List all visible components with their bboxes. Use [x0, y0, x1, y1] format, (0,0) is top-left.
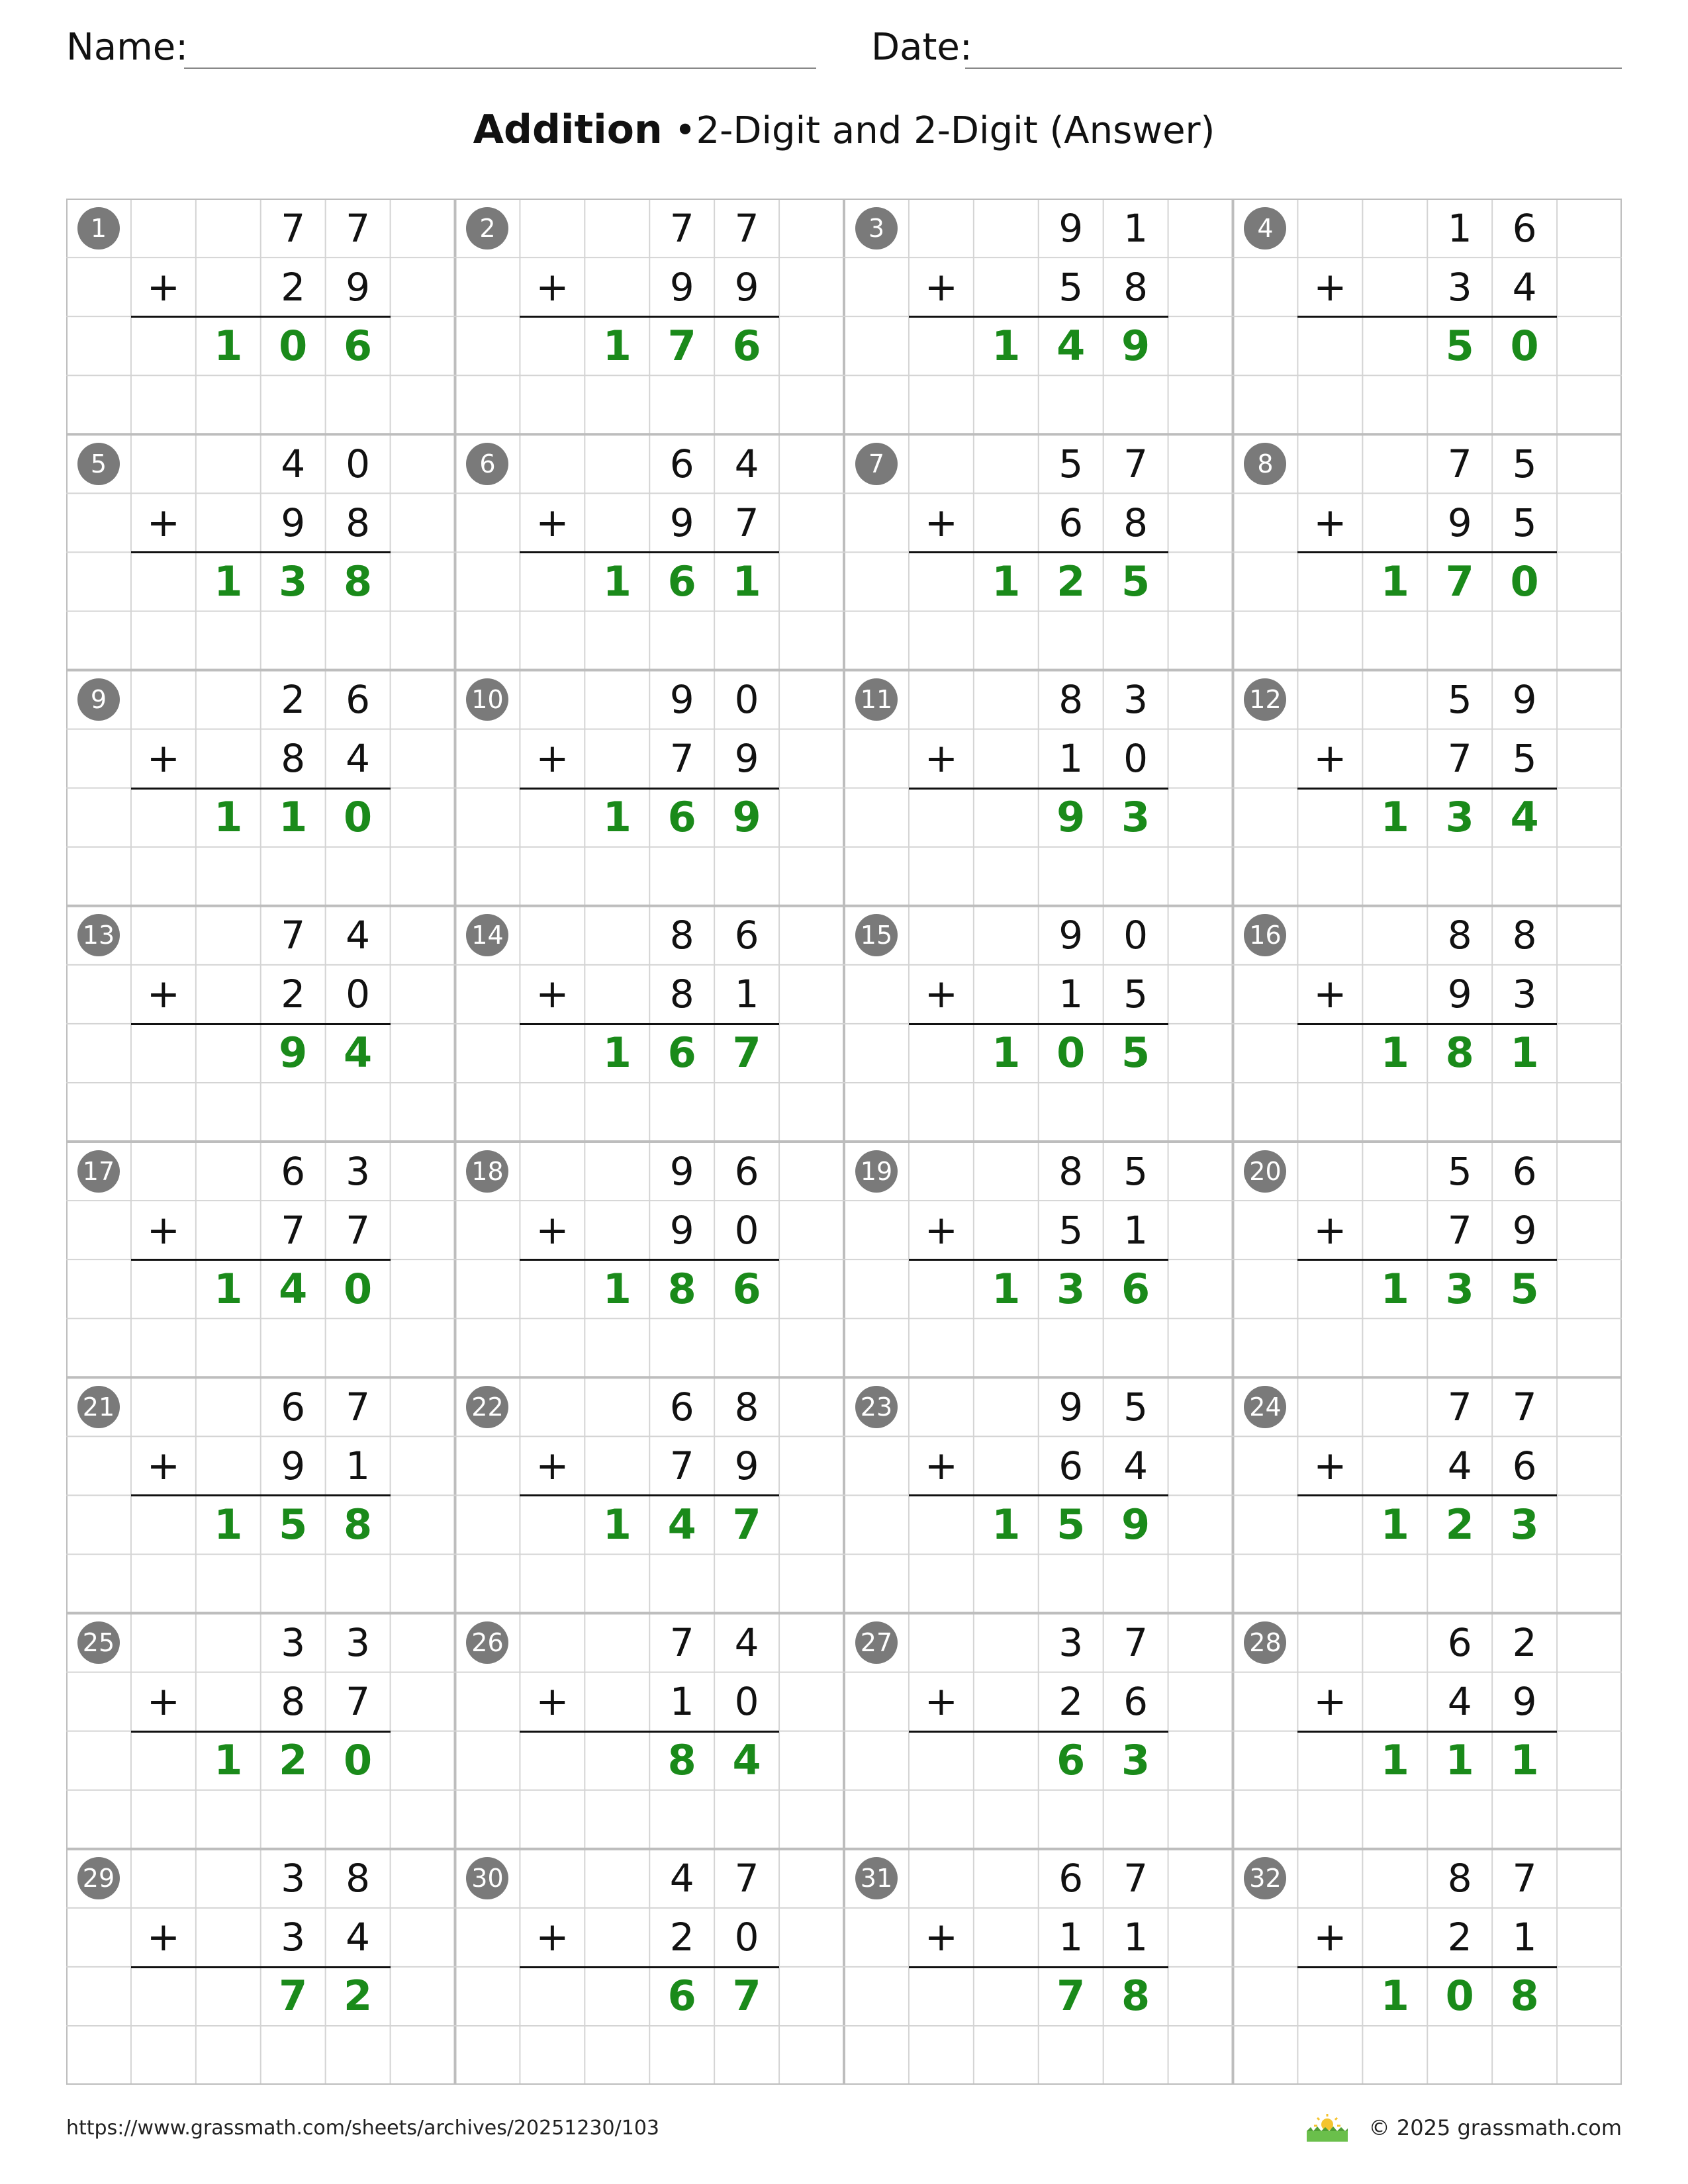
addend-top-digit: 7 — [346, 205, 371, 251]
problem-number-badge: 22 — [466, 1386, 508, 1428]
footer-credit — [1304, 2113, 1622, 2143]
answer-digit: 6 — [1056, 1736, 1086, 1785]
answer-digit: 4 — [732, 1736, 761, 1785]
addend-top-digit: 7 — [1447, 1384, 1472, 1430]
addend-top-digit: 7 — [1512, 1856, 1537, 1901]
answer-digit: 1 — [1380, 1264, 1409, 1313]
answer-digit: 2 — [279, 1736, 308, 1785]
addend-top-digit: 7 — [1123, 441, 1149, 486]
plus-sign: + — [1313, 1914, 1347, 1961]
answer-digit: 2 — [344, 1972, 373, 2021]
answer-digit: 1 — [214, 1264, 243, 1313]
answer-digit: 1 — [992, 1500, 1021, 1549]
answer-digit: 8 — [1121, 1972, 1150, 2021]
addend-bottom-digit: 7 — [346, 1679, 371, 1725]
plus-sign: + — [924, 1678, 958, 1725]
problem-number-badge: 8 — [1244, 443, 1286, 485]
answer-digit: 1 — [214, 1736, 243, 1785]
addend-top-digit: 5 — [1512, 441, 1537, 486]
problem-number-badge: 16 — [1244, 914, 1286, 956]
problem-number-badge: 25 — [77, 1621, 120, 1664]
plus-sign: + — [146, 1442, 180, 1489]
addend-bottom-digit: 6 — [1512, 1443, 1537, 1488]
addend-bottom-digit: 1 — [1058, 972, 1084, 1017]
answer-digit: 5 — [1445, 321, 1474, 370]
addend-bottom-digit: 7 — [1447, 736, 1472, 782]
answer-digit: 3 — [1510, 1500, 1539, 1549]
plus-sign: + — [1313, 499, 1347, 546]
answer-digit: 1 — [732, 557, 761, 606]
plus-sign: + — [536, 1206, 569, 1253]
addend-top-digit: 9 — [1512, 677, 1537, 723]
plus-sign: + — [924, 1914, 958, 1961]
addend-bottom-digit: 7 — [281, 1207, 306, 1253]
addend-bottom-digit: 1 — [1058, 736, 1084, 782]
answer-digit: 0 — [1056, 1028, 1086, 1077]
answer-digit: 1 — [1380, 1972, 1409, 2021]
answer-digit: 1 — [214, 793, 243, 842]
answer-digit: 3 — [1445, 793, 1474, 842]
answer-digit: 6 — [667, 1028, 696, 1077]
answer-digit: 9 — [732, 793, 761, 842]
answer-digit: 6 — [732, 321, 761, 370]
answer-digit: 1 — [602, 557, 632, 606]
date-label: Date: — [871, 26, 972, 69]
addend-top-digit: 7 — [1123, 1620, 1149, 1666]
answer-digit: 1 — [602, 1028, 632, 1077]
problem-grid — [66, 199, 1622, 2085]
problem-number-badge: 19 — [855, 1150, 898, 1193]
problem-number-badge: 14 — [466, 914, 508, 956]
answer-digit: 5 — [1510, 1264, 1539, 1313]
addend-bottom-digit: 5 — [1512, 736, 1537, 782]
addend-bottom-digit: 4 — [1447, 1679, 1472, 1725]
answer-digit: 0 — [1510, 557, 1539, 606]
name-line[interactable] — [184, 68, 816, 69]
answer-digit: 9 — [1121, 321, 1150, 370]
problem-number-badge: 26 — [466, 1621, 508, 1664]
addend-top-digit: 6 — [281, 1148, 306, 1194]
addend-bottom-digit: 2 — [281, 264, 306, 310]
footer-copyright: © 2025 grassmath.com — [1368, 2115, 1622, 2140]
addend-bottom-digit: 4 — [1123, 1443, 1149, 1488]
problem-number-badge: 18 — [466, 1150, 508, 1193]
plus-sign: + — [146, 1914, 180, 1961]
plus-sign: + — [146, 735, 180, 782]
plus-sign: + — [924, 735, 958, 782]
answer-digit: 5 — [1056, 1500, 1086, 1549]
addend-top-digit: 9 — [669, 677, 694, 723]
answer-digit: 7 — [667, 321, 696, 370]
addend-top-digit: 6 — [1447, 1620, 1472, 1666]
addend-top-digit: 8 — [1447, 1856, 1472, 1901]
answer-digit: 9 — [279, 1028, 308, 1077]
answer-digit: 0 — [1510, 321, 1539, 370]
addend-bottom-digit: 3 — [1512, 972, 1537, 1017]
answer-digit: 6 — [667, 793, 696, 842]
problem-number-badge: 9 — [77, 678, 120, 721]
addend-bottom-digit: 0 — [734, 1207, 759, 1253]
plus-sign: + — [536, 1442, 569, 1489]
plus-sign: + — [1313, 1442, 1347, 1489]
addend-bottom-digit: 5 — [1058, 1207, 1084, 1253]
addend-top-digit: 3 — [281, 1620, 306, 1666]
addend-bottom-digit: 6 — [1058, 1443, 1084, 1488]
answer-digit: 1 — [992, 321, 1021, 370]
addend-top-digit: 8 — [669, 913, 694, 958]
answer-digit: 3 — [1056, 1264, 1086, 1313]
answer-digit: 1 — [1445, 1736, 1474, 1785]
addend-bottom-digit: 7 — [669, 1443, 694, 1488]
answer-digit: 4 — [667, 1500, 696, 1549]
addend-top-digit: 7 — [1447, 441, 1472, 486]
answer-digit: 8 — [1445, 1028, 1474, 1077]
problem-number-badge: 24 — [1244, 1386, 1286, 1428]
addend-top-digit: 1 — [1447, 205, 1472, 251]
answer-digit: 2 — [1445, 1500, 1474, 1549]
problem-number-badge: 2 — [466, 207, 508, 250]
answer-digit: 1 — [214, 1500, 243, 1549]
answer-digit: 8 — [667, 1736, 696, 1785]
answer-digit: 3 — [1121, 1736, 1150, 1785]
plus-sign: + — [924, 971, 958, 1018]
addend-bottom-digit: 9 — [281, 500, 306, 545]
answer-digit: 7 — [1056, 1972, 1086, 2021]
answer-digit: 1 — [1380, 1736, 1409, 1785]
addend-bottom-digit: 7 — [669, 736, 694, 782]
answer-digit: 6 — [732, 1264, 761, 1313]
addend-bottom-digit: 9 — [1447, 500, 1472, 545]
addend-top-digit: 4 — [669, 1856, 694, 1901]
addend-top-digit: 6 — [734, 913, 759, 958]
answer-digit: 7 — [732, 1500, 761, 1549]
problem-number-badge: 17 — [77, 1150, 120, 1193]
answer-digit: 7 — [1445, 557, 1474, 606]
addend-top-digit: 3 — [346, 1620, 371, 1666]
answer-digit: 4 — [1510, 793, 1539, 842]
addend-bottom-digit: 8 — [1123, 500, 1149, 545]
addend-top-digit: 8 — [1512, 913, 1537, 958]
answer-digit: 1 — [1510, 1028, 1539, 1077]
answer-digit: 8 — [344, 557, 373, 606]
addend-bottom-digit: 1 — [346, 1443, 371, 1488]
addend-bottom-digit: 2 — [281, 972, 306, 1017]
addend-top-digit: 4 — [734, 1620, 759, 1666]
grass-sun-logo-icon — [1304, 2113, 1350, 2143]
addend-bottom-digit: 4 — [346, 1915, 371, 1960]
addend-bottom-digit: 9 — [1447, 972, 1472, 1017]
answer-digit: 4 — [279, 1264, 308, 1313]
answer-digit: 4 — [344, 1028, 373, 1077]
addend-top-digit: 6 — [281, 1384, 306, 1430]
addend-bottom-digit: 4 — [346, 736, 371, 782]
addend-top-digit: 0 — [734, 677, 759, 723]
answer-digit: 0 — [344, 1736, 373, 1785]
plus-sign: + — [924, 1442, 958, 1489]
addend-top-digit: 6 — [1512, 1148, 1537, 1194]
problem-number-badge: 15 — [855, 914, 898, 956]
answer-digit: 8 — [344, 1500, 373, 1549]
answer-digit: 1 — [1380, 557, 1409, 606]
title-bullet: • — [674, 109, 696, 152]
addend-bottom-digit: 7 — [1447, 1207, 1472, 1253]
addend-top-digit: 8 — [346, 1856, 371, 1901]
problem-number-badge: 12 — [1244, 678, 1286, 721]
problem-number-badge: 7 — [855, 443, 898, 485]
problem-number-badge: 28 — [1244, 1621, 1286, 1664]
answer-digit: 6 — [1121, 1264, 1150, 1313]
plus-sign: + — [146, 263, 180, 310]
addend-bottom-digit: 6 — [1123, 1679, 1149, 1725]
addend-bottom-digit: 2 — [1058, 1679, 1084, 1725]
answer-digit: 6 — [344, 321, 373, 370]
problem-number-badge: 5 — [77, 443, 120, 485]
plus-sign: + — [536, 263, 569, 310]
answer-digit: 7 — [732, 1972, 761, 2021]
plus-sign: + — [536, 1678, 569, 1725]
addend-bottom-digit: 8 — [1123, 264, 1149, 310]
addend-top-digit: 7 — [669, 1620, 694, 1666]
addend-top-digit: 7 — [734, 205, 759, 251]
addend-top-digit: 5 — [1058, 441, 1084, 486]
answer-digit: 0 — [1445, 1972, 1474, 2021]
addend-top-digit: 6 — [669, 1384, 694, 1430]
addend-top-digit: 6 — [669, 441, 694, 486]
addend-bottom-digit: 9 — [1512, 1679, 1537, 1725]
addend-top-digit: 8 — [1447, 913, 1472, 958]
addend-bottom-digit: 5 — [1058, 264, 1084, 310]
answer-digit: 8 — [1510, 1972, 1539, 2021]
addend-top-digit: 7 — [1512, 1384, 1537, 1430]
addend-top-digit: 3 — [281, 1856, 306, 1901]
addend-bottom-digit: 9 — [734, 736, 759, 782]
answer-digit: 9 — [1056, 793, 1086, 842]
answer-digit: 5 — [1121, 557, 1150, 606]
addend-top-digit: 9 — [1058, 205, 1084, 251]
addend-bottom-digit: 3 — [281, 1915, 306, 1960]
addend-top-digit: 9 — [1058, 1384, 1084, 1430]
addend-top-digit: 6 — [1058, 1856, 1084, 1901]
addend-top-digit: 7 — [346, 1384, 371, 1430]
answer-digit: 9 — [1121, 1500, 1150, 1549]
addend-bottom-digit: 9 — [1512, 1207, 1537, 1253]
answer-digit: 1 — [214, 321, 243, 370]
answer-digit: 0 — [344, 793, 373, 842]
answer-digit: 1 — [602, 321, 632, 370]
answer-digit: 1 — [279, 793, 308, 842]
footer-url: https://www.grassmath.com/sheets/archives/20251230/103 — [66, 2116, 660, 2140]
answer-digit: 1 — [992, 1028, 1021, 1077]
problem-number-badge: 27 — [855, 1621, 898, 1664]
answer-digit: 5 — [279, 1500, 308, 1549]
answer-digit: 4 — [1056, 321, 1086, 370]
plus-sign: + — [1313, 1678, 1347, 1725]
addend-bottom-digit: 1 — [1512, 1915, 1537, 1960]
addend-top-digit: 6 — [346, 677, 371, 723]
plus-sign: + — [1313, 1206, 1347, 1253]
answer-digit: 1 — [214, 557, 243, 606]
addend-bottom-digit: 5 — [1512, 500, 1537, 545]
plus-sign: + — [146, 1678, 180, 1725]
plus-sign: + — [1313, 263, 1347, 310]
problem-number-badge: 31 — [855, 1857, 898, 1899]
addend-bottom-digit: 6 — [1058, 500, 1084, 545]
addend-bottom-digit: 9 — [734, 1443, 759, 1488]
plus-sign: + — [536, 1914, 569, 1961]
plus-sign: + — [536, 971, 569, 1018]
addend-top-digit: 6 — [1512, 205, 1537, 251]
addend-bottom-digit: 9 — [669, 1207, 694, 1253]
problem-number-badge: 1 — [77, 207, 120, 250]
plus-sign: + — [924, 499, 958, 546]
addend-top-digit: 8 — [1058, 677, 1084, 723]
answer-digit: 1 — [1380, 1500, 1409, 1549]
addend-bottom-digit: 1 — [734, 972, 759, 1017]
answer-digit: 0 — [344, 1264, 373, 1313]
answer-digit: 8 — [667, 1264, 696, 1313]
answer-digit: 1 — [1510, 1736, 1539, 1785]
problem-number-badge: 23 — [855, 1386, 898, 1428]
answer-digit: 3 — [1121, 793, 1150, 842]
addend-bottom-digit: 9 — [346, 264, 371, 310]
addend-top-digit: 7 — [734, 1856, 759, 1901]
addend-top-digit: 0 — [1123, 913, 1149, 958]
addend-top-digit: 5 — [1447, 1148, 1472, 1194]
addend-top-digit: 9 — [669, 1148, 694, 1194]
answer-digit: 1 — [602, 793, 632, 842]
addend-bottom-digit: 8 — [669, 972, 694, 1017]
answer-digit: 1 — [992, 1264, 1021, 1313]
answer-digit: 5 — [1121, 1028, 1150, 1077]
problem-number-badge: 3 — [855, 207, 898, 250]
answer-digit: 3 — [279, 557, 308, 606]
addend-bottom-digit: 9 — [734, 264, 759, 310]
problem-number-badge: 20 — [1244, 1150, 1286, 1193]
addend-bottom-digit: 2 — [669, 1915, 694, 1960]
answer-digit: 3 — [1445, 1264, 1474, 1313]
plus-sign: + — [536, 499, 569, 546]
plus-sign: + — [146, 499, 180, 546]
addend-top-digit: 0 — [346, 441, 371, 486]
addend-bottom-digit: 8 — [346, 500, 371, 545]
addend-top-digit: 9 — [1058, 913, 1084, 958]
addend-top-digit: 2 — [1512, 1620, 1537, 1666]
problem-number-badge: 6 — [466, 443, 508, 485]
addend-top-digit: 2 — [281, 677, 306, 723]
addend-bottom-digit: 4 — [1447, 1443, 1472, 1488]
title-main: Addition — [473, 107, 663, 153]
addend-bottom-digit: 0 — [734, 1679, 759, 1725]
name-label: Name: — [66, 26, 189, 69]
plus-sign: + — [536, 735, 569, 782]
addend-top-digit: 7 — [669, 205, 694, 251]
worksheet-title — [0, 103, 1688, 158]
addend-top-digit: 8 — [734, 1384, 759, 1430]
title-sub: 2-Digit and 2-Digit (Answer) — [696, 109, 1215, 152]
answer-digit: 1 — [992, 557, 1021, 606]
addend-bottom-digit: 4 — [1512, 264, 1537, 310]
addend-bottom-digit: 7 — [734, 500, 759, 545]
answer-digit: 1 — [1380, 793, 1409, 842]
problem-number-badge: 29 — [77, 1857, 120, 1899]
addend-top-digit: 5 — [1123, 1384, 1149, 1430]
plus-sign: + — [924, 1206, 958, 1253]
problem-number-badge: 13 — [77, 914, 120, 956]
addend-bottom-digit: 9 — [281, 1443, 306, 1488]
addend-top-digit: 4 — [281, 441, 306, 486]
addend-bottom-digit: 0 — [734, 1915, 759, 1960]
addend-bottom-digit: 1 — [1123, 1207, 1149, 1253]
addend-bottom-digit: 8 — [281, 736, 306, 782]
addend-top-digit: 4 — [734, 441, 759, 486]
addend-top-digit: 8 — [1058, 1148, 1084, 1194]
addend-top-digit: 7 — [281, 913, 306, 958]
addend-bottom-digit: 5 — [1123, 972, 1149, 1017]
addend-top-digit: 4 — [346, 913, 371, 958]
problem-number-badge: 21 — [77, 1386, 120, 1428]
problem-number-badge: 32 — [1244, 1857, 1286, 1899]
answer-digit: 1 — [602, 1264, 632, 1313]
addend-bottom-digit: 1 — [669, 1679, 694, 1725]
addend-bottom-digit: 7 — [346, 1207, 371, 1253]
answer-digit: 6 — [667, 1972, 696, 2021]
addend-top-digit: 7 — [281, 205, 306, 251]
problem-number-badge: 11 — [855, 678, 898, 721]
addend-bottom-digit: 9 — [669, 264, 694, 310]
addend-bottom-digit: 1 — [1058, 1915, 1084, 1960]
addend-bottom-digit: 0 — [1123, 736, 1149, 782]
plus-sign: + — [146, 1206, 180, 1253]
answer-digit: 7 — [279, 1972, 308, 2021]
addend-top-digit: 7 — [1123, 1856, 1149, 1901]
addend-bottom-digit: 3 — [1447, 264, 1472, 310]
addend-bottom-digit: 0 — [346, 972, 371, 1017]
plus-sign: + — [146, 971, 180, 1018]
addend-top-digit: 5 — [1123, 1148, 1149, 1194]
answer-digit: 0 — [279, 321, 308, 370]
answer-digit: 2 — [1056, 557, 1086, 606]
addend-top-digit: 6 — [734, 1148, 759, 1194]
problem-number-badge: 4 — [1244, 207, 1286, 250]
addend-top-digit: 3 — [346, 1148, 371, 1194]
plus-sign: + — [1313, 735, 1347, 782]
answer-digit: 6 — [667, 557, 696, 606]
plus-sign: + — [1313, 971, 1347, 1018]
addend-top-digit: 3 — [1123, 677, 1149, 723]
addend-top-digit: 3 — [1058, 1620, 1084, 1666]
plus-sign: + — [924, 263, 958, 310]
addend-bottom-digit: 1 — [1123, 1915, 1149, 1960]
problem-number-badge: 30 — [466, 1857, 508, 1899]
addend-top-digit: 5 — [1447, 677, 1472, 723]
answer-digit: 1 — [1380, 1028, 1409, 1077]
answer-digit: 1 — [602, 1500, 632, 1549]
answer-digit: 7 — [732, 1028, 761, 1077]
problem-number-badge: 10 — [466, 678, 508, 721]
addend-bottom-digit: 2 — [1447, 1915, 1472, 1960]
addend-top-digit: 1 — [1123, 205, 1149, 251]
date-line[interactable] — [965, 68, 1622, 69]
addend-bottom-digit: 8 — [281, 1679, 306, 1725]
addend-bottom-digit: 9 — [669, 500, 694, 545]
